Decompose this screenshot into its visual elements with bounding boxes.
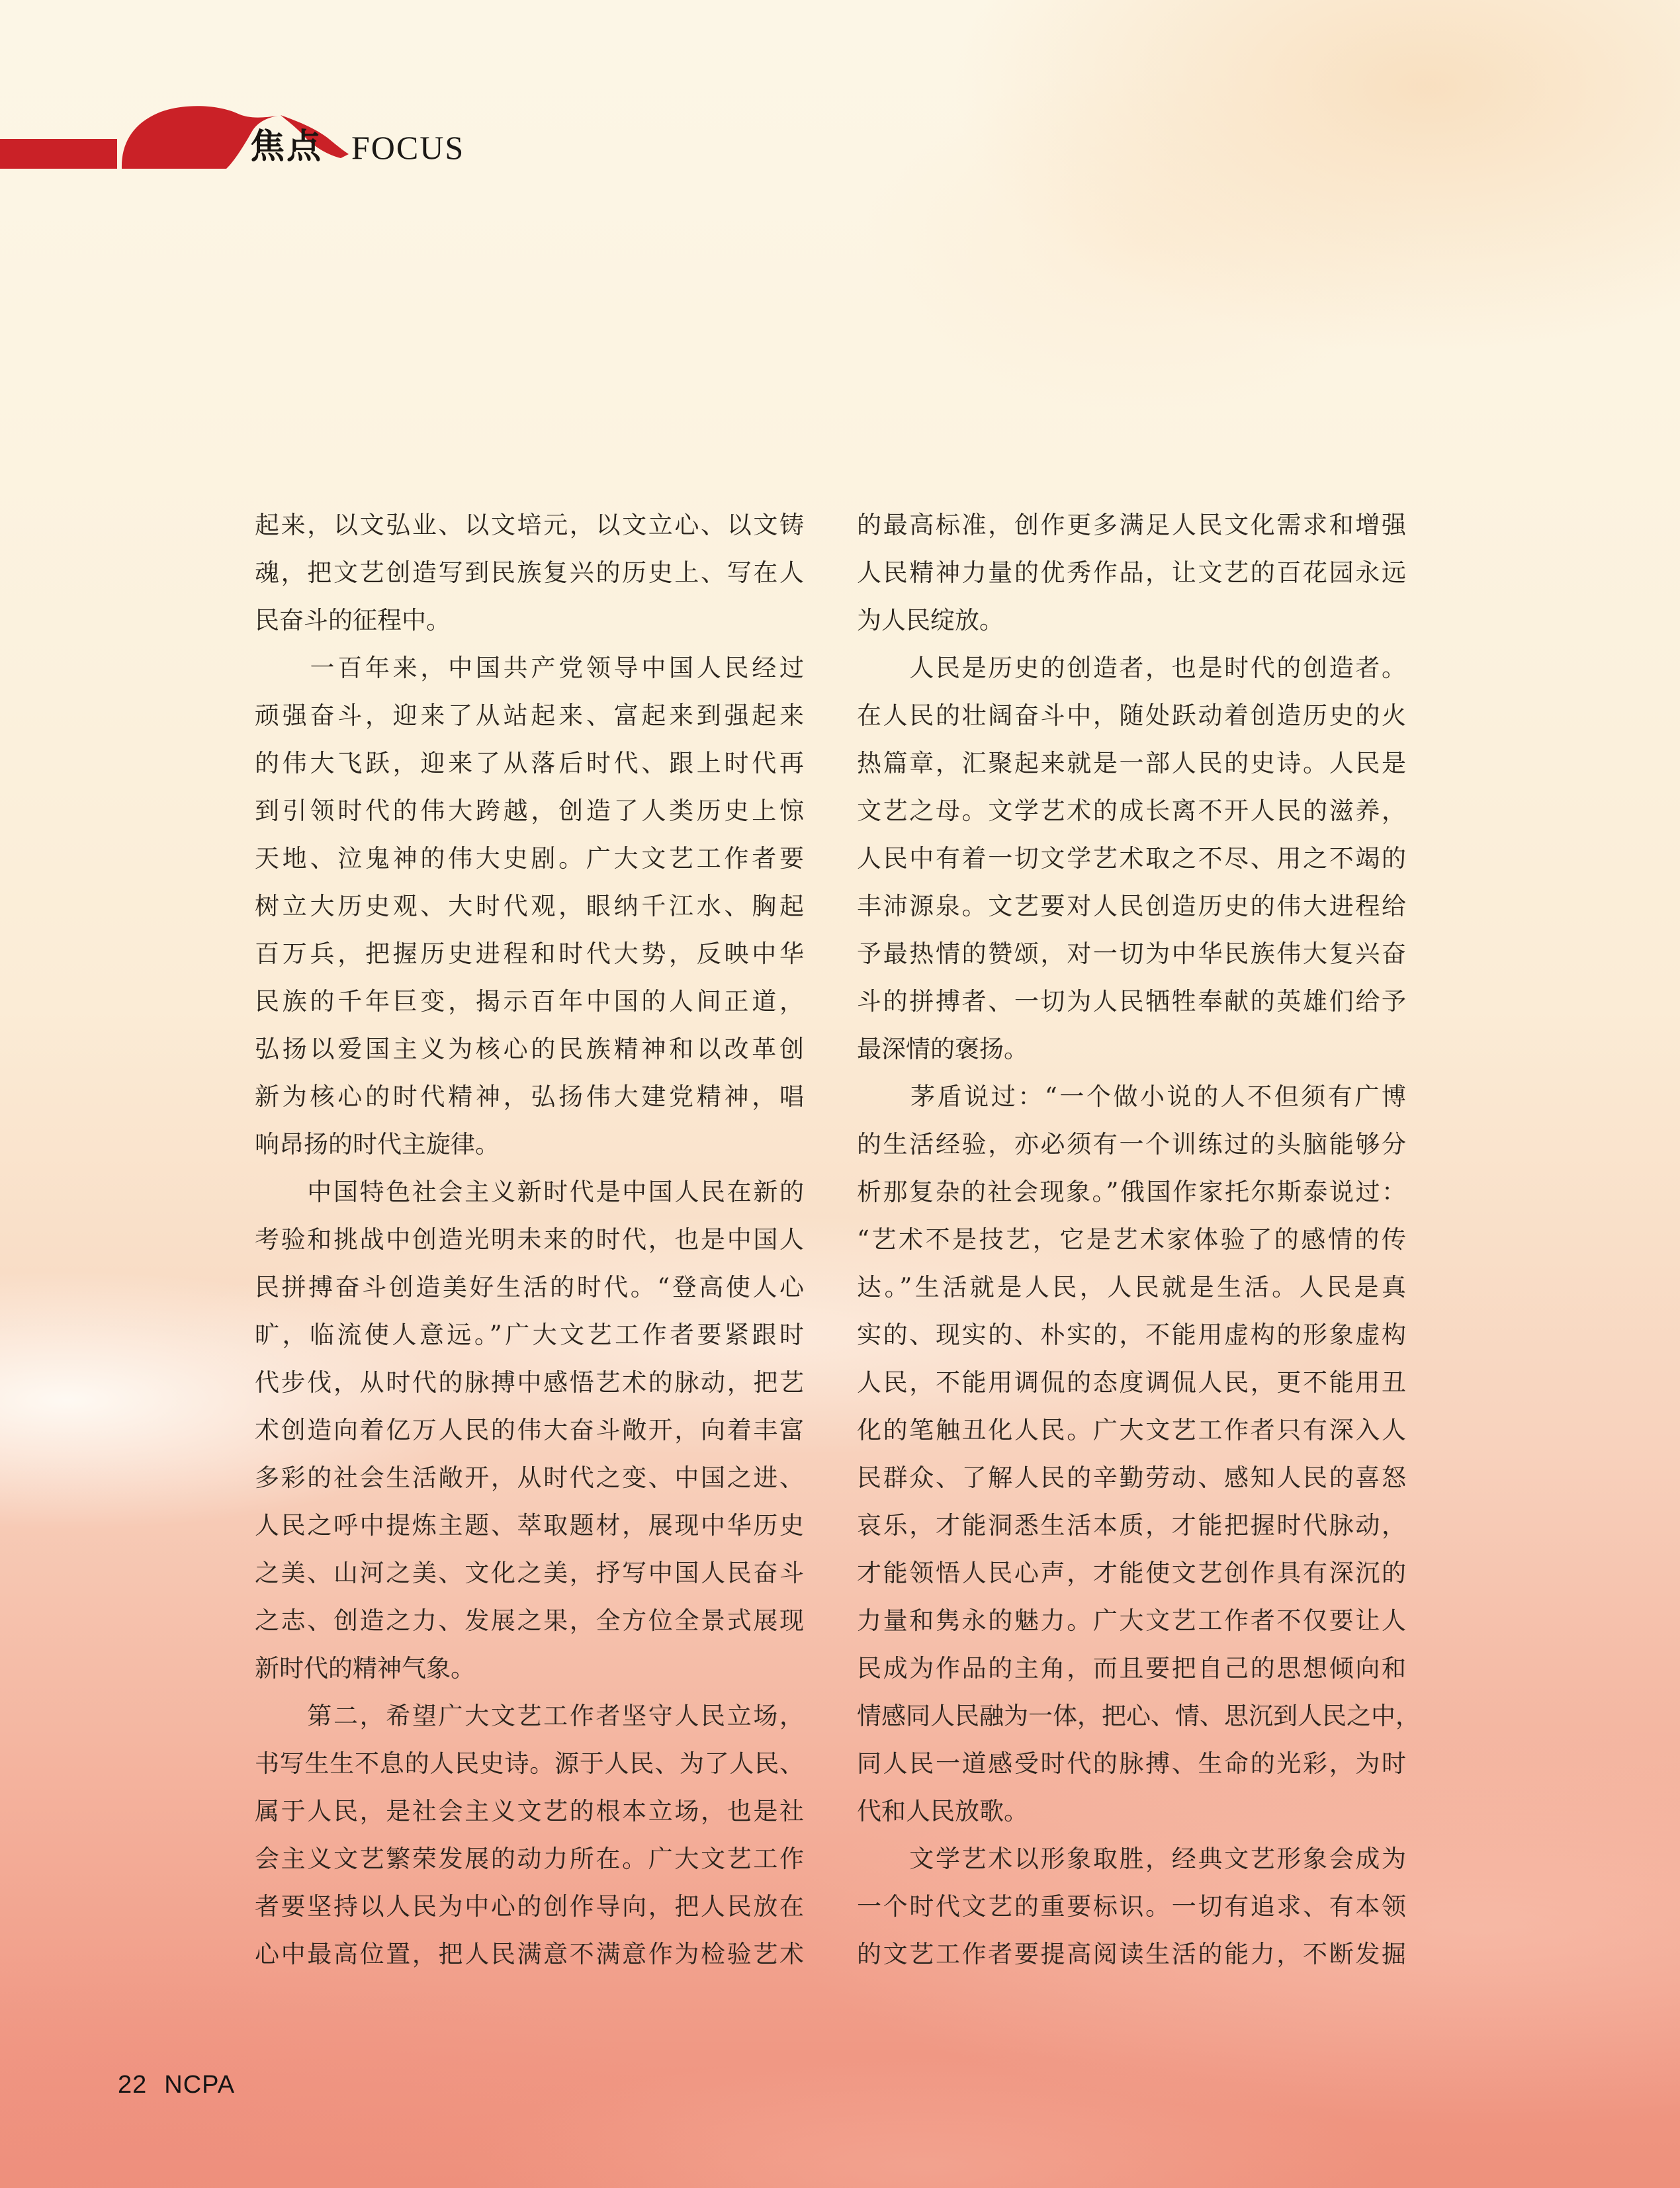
text-line: 的最高标准，创作更多满足人民文化需求和增强: [857, 511, 1406, 539]
text-line: 之志、创造之力、发展之果，全方位全景式展现: [255, 1606, 804, 1635]
text-line: 者要坚持以人民为中心的创作导向，把人民放在: [255, 1892, 804, 1921]
text-line: 树立大历史观、大时代观，眼纳千江水、胸起: [255, 892, 804, 920]
text-line: 新时代的精神气象。: [255, 1654, 475, 1683]
text-line: 一百年来，中国共产党领导中国人民经过: [255, 654, 804, 682]
text-line: 斗的拼搏者、一切为人民牺牲奉献的英雄们给予: [857, 987, 1406, 1016]
text-line: 文艺之母。文学艺术的成长离不开人民的滋养，: [857, 797, 1406, 825]
text-line: 在人民的壮阔奋斗中，随处跃动着创造历史的火: [857, 701, 1406, 730]
text-line: 实的、现实的、朴实的，不能用虚构的形象虚构: [857, 1321, 1406, 1349]
text-line: 予最热情的赞颂，对一切为中华民族伟大复兴奋: [857, 940, 1406, 968]
text-line: 丰沛源泉。文艺要对人民创造历史的伟大进程给: [857, 892, 1406, 920]
text-line: 会主义文艺繁荣发展的动力所在。广大文艺工作: [255, 1845, 804, 1873]
text-line: 多彩的社会生活敞开，从时代之变、中国之进、: [255, 1464, 804, 1492]
text-line: 考验和挑战中创造光明未来的时代，也是中国人: [255, 1225, 804, 1254]
text-line: 旷，临流使人意远。”广大文艺工作者要紧跟时: [255, 1321, 804, 1349]
text-line: 之美、山河之美、文化之美，抒写中国人民奋斗: [255, 1559, 804, 1587]
text-line: 第二，希望广大文艺工作者坚守人民立场，: [255, 1702, 804, 1730]
text-line: 的文艺工作者要提高阅读生活的能力，不断发掘: [857, 1940, 1406, 1968]
text-line: 人民是历史的创造者，也是时代的创造者。: [857, 654, 1406, 682]
text-line: 化的笔触丑化人民。广大文艺工作者只有深入人: [857, 1416, 1406, 1444]
text-line: 的生活经验，亦必须有一个训练过的头脑能够分: [857, 1130, 1406, 1159]
text-line: 力量和隽永的魅力。广大文艺工作者不仅要让人: [857, 1606, 1406, 1635]
text-line: 的伟大飞跃，迎来了从落后时代、跟上时代再: [255, 749, 804, 777]
article-column-right: [857, 502, 1420, 1978]
text-line: 魂，把文艺创造写到民族复兴的历史上、写在人: [255, 558, 804, 587]
page-footer: [118, 2071, 235, 2099]
text-line: 书写生生不息的人民史诗。源于人民、为了人民、: [255, 1749, 804, 1778]
header-red-bar: [0, 139, 117, 169]
text-line: 百万兵，把握历史进程和时代大势，反映中华: [255, 940, 804, 968]
section-title-en: FOCUS: [351, 129, 465, 166]
text-line: “艺术不是技艺，它是艺术家体验了的感情的传: [857, 1225, 1406, 1254]
text-line: 才能领悟人民心声，才能使文艺创作具有深沉的: [857, 1559, 1406, 1587]
text-line: 代和人民放歌。: [857, 1797, 1028, 1825]
page-number: 22: [118, 2071, 148, 2099]
text-line: 民拼搏奋斗创造美好生活的时代。“登高使人心: [255, 1273, 804, 1301]
text-line: 中国特色社会主义新时代是中国人民在新的: [255, 1178, 804, 1206]
text-line: 文学艺术以形象取胜，经典文艺形象会成为: [857, 1845, 1406, 1873]
text-line: 民成为作品的主角，而且要把自己的思想倾向和: [857, 1654, 1406, 1683]
text-line: 人民中有着一切文学艺术取之不尽、用之不竭的: [857, 844, 1406, 873]
text-line: 析那复杂的社会现象。”俄国作家托尔斯泰说过：: [857, 1178, 1406, 1206]
text-line: 民奋斗的征程中。: [255, 606, 451, 635]
text-line: 茅盾说过：“一个做小说的人不但须有广博: [857, 1082, 1406, 1111]
text-line: 代步伐，从时代的脉搏中感悟艺术的脉动，把艺: [255, 1368, 804, 1397]
article-body: [255, 502, 1420, 1978]
text-line: 哀乐，才能洞悉生活本质，才能把握时代脉动，: [857, 1511, 1406, 1540]
text-line: 同人民一道感受时代的脉搏、生命的光彩，为时: [857, 1749, 1406, 1778]
text-line: 心中最高位置，把人民满意不满意作为检验艺术: [255, 1940, 804, 1968]
text-line: 民族的千年巨变，揭示百年中国的人间正道，: [255, 987, 804, 1016]
text-line: 到引领时代的伟大跨越，创造了人类历史上惊: [255, 797, 804, 825]
text-line: 为人民绽放。: [857, 606, 1004, 635]
text-line: 达。”生活就是人民，人民就是生活。人民是真: [857, 1273, 1406, 1301]
text-line: 新为核心的时代精神，弘扬伟大建党精神，唱: [255, 1082, 804, 1111]
text-line: 一个时代文艺的重要标识。一切有追求、有本领: [857, 1892, 1406, 1921]
text-line: 天地、泣鬼神的伟大史剧。广大文艺工作者要: [255, 844, 804, 873]
text-line: 起来，以文弘业、以文培元，以文立心、以文铸: [255, 511, 804, 539]
text-line: 响昂扬的时代主旋律。: [255, 1130, 500, 1159]
text-line: 热篇章，汇聚起来就是一部人民的史诗。人民是: [857, 749, 1406, 777]
text-line: 民群众、了解人民的辛勤劳动、感知人民的喜怒: [857, 1464, 1406, 1492]
publication-name: NCPA: [164, 2071, 236, 2099]
text-line: 人民之呼中提炼主题、萃取题材，展现中华历史: [255, 1511, 804, 1540]
text-line: 弘扬以爱国主义为核心的民族精神和以改革创: [255, 1035, 804, 1063]
text-line: 情感同人民融为一体，把心、情、思沉到人民之中，: [857, 1702, 1420, 1730]
section-title-cn: 焦点: [250, 127, 324, 167]
text-line: 人民，不能用调侃的态度调侃人民，更不能用丑: [857, 1368, 1406, 1397]
text-line: 术创造向着亿万人民的伟大奋斗敞开，向着丰富: [255, 1416, 804, 1444]
text-line: 属于人民，是社会主义文艺的根本立场，也是社: [255, 1797, 804, 1825]
text-line: 顽强奋斗，迎来了从站起来、富起来到强起来: [255, 701, 804, 730]
text-line: 最深情的褒扬。: [857, 1035, 1028, 1063]
text-line: 人民精神力量的优秀作品，让文艺的百花园永远: [857, 558, 1406, 587]
article-column-left: [255, 502, 804, 1978]
